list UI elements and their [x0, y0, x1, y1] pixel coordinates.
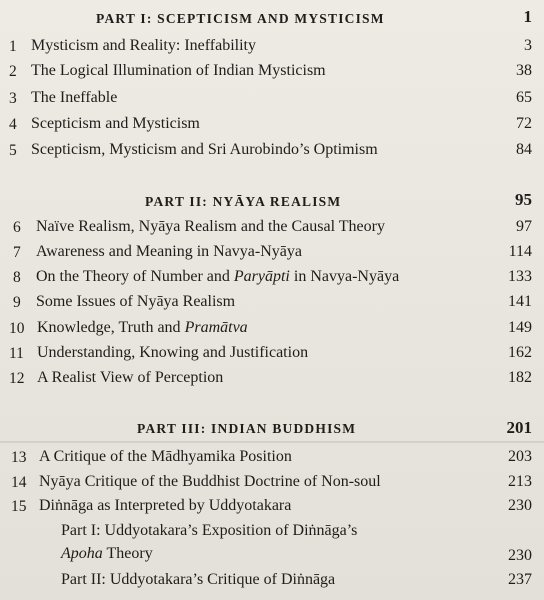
chapter-number: 3	[9, 90, 17, 107]
italic-term: Paryāpti	[233, 268, 290, 285]
chapter-page: 149	[508, 319, 532, 336]
chapter-number: 5	[9, 142, 17, 159]
chapter-title: Nyāya Critique of the Buddhist Doctrine of Non-soul	[39, 473, 381, 490]
chapter-page: 65	[516, 89, 532, 106]
part-3-page: 201	[506, 418, 532, 437]
chapter-page: 230	[508, 497, 532, 514]
chapter-page: 84	[516, 141, 532, 158]
chapter-number: 7	[13, 244, 21, 261]
chapter-page: 182	[508, 369, 532, 386]
chapter-title: A Realist View of Perception	[37, 369, 224, 386]
chapter-title: Knowledge, Truth and Pramātva	[37, 319, 248, 336]
subentry-title: Part I: Uddyotakara’s Exposition of Diṅnāga’s	[61, 522, 358, 539]
part-2-page: 95	[515, 190, 532, 209]
chapter-page: 97	[516, 218, 532, 235]
chapter-number: 14	[11, 474, 27, 491]
subentry-title: Part II: Uddyotakara’s Critique of Diṅnāga	[61, 571, 336, 588]
part-2-heading: PART II: NYĀYA REALISM	[145, 194, 342, 209]
chapter-title: The Logical Illumination of Indian Mysticism	[31, 62, 326, 79]
chapter-title: The Ineffable	[31, 89, 118, 106]
chapter-title: Some Issues of Nyāya Realism	[36, 293, 236, 310]
part-1-page: 1	[523, 7, 532, 26]
chapter-number: 6	[13, 219, 21, 236]
chapter-number: 13	[11, 449, 27, 466]
chapter-page: 162	[508, 344, 532, 361]
chapter-page: 114	[508, 243, 532, 260]
chapter-title: Scepticism and Mysticism	[31, 115, 200, 132]
chapter-number: 10	[9, 320, 25, 337]
subentry-page: 230	[508, 547, 532, 564]
italic-term: Pramātva	[184, 319, 248, 336]
chapter-page: 141	[508, 293, 532, 310]
part-3-heading: PART III: INDIAN BUDDHISM	[137, 421, 357, 436]
chapter-title: Diṅnāga as Interpreted by Uddyotakara	[39, 497, 292, 514]
chapter-page: 38	[516, 62, 532, 79]
chapter-number: 12	[9, 370, 25, 387]
chapter-number: 15	[11, 498, 27, 515]
chapter-title: Awareness and Meaning in Navya-Nyāya	[36, 243, 302, 260]
chapter-page: 203	[508, 448, 532, 465]
italic-term: Apoha	[61, 545, 103, 562]
chapter-title: Understanding, Knowing and Justification	[37, 344, 309, 361]
chapter-number: 9	[13, 294, 21, 311]
chapter-title: A Critique of the Mādhyamika Position	[39, 448, 292, 465]
chapter-number: 4	[9, 116, 17, 133]
subentry-title-continued: Apoha Theory	[61, 545, 153, 562]
subentry-page: 237	[508, 571, 532, 588]
section-divider	[0, 441, 544, 443]
chapter-page: 213	[508, 473, 532, 490]
chapter-number: 11	[9, 345, 24, 362]
chapter-number: 1	[9, 38, 17, 55]
part-1-heading: PART I: SCEPTICISM AND MYSTICISM	[96, 11, 385, 26]
chapter-title: Scepticism, Mysticism and Sri Aurobindo’s Optimism	[31, 141, 378, 158]
chapter-title: On the Theory of Number and Paryāpti in Navya-Nyāya	[36, 268, 400, 285]
chapter-page: 3	[524, 37, 532, 54]
chapter-title: Mysticism and Reality: Ineffability	[31, 37, 256, 54]
chapter-number: 8	[13, 269, 21, 286]
chapter-number: 2	[9, 63, 17, 80]
chapter-title: Naïve Realism, Nyāya Realism and the Causal Theory	[36, 218, 385, 235]
chapter-page: 133	[508, 268, 532, 285]
chapter-page: 72	[516, 115, 532, 132]
